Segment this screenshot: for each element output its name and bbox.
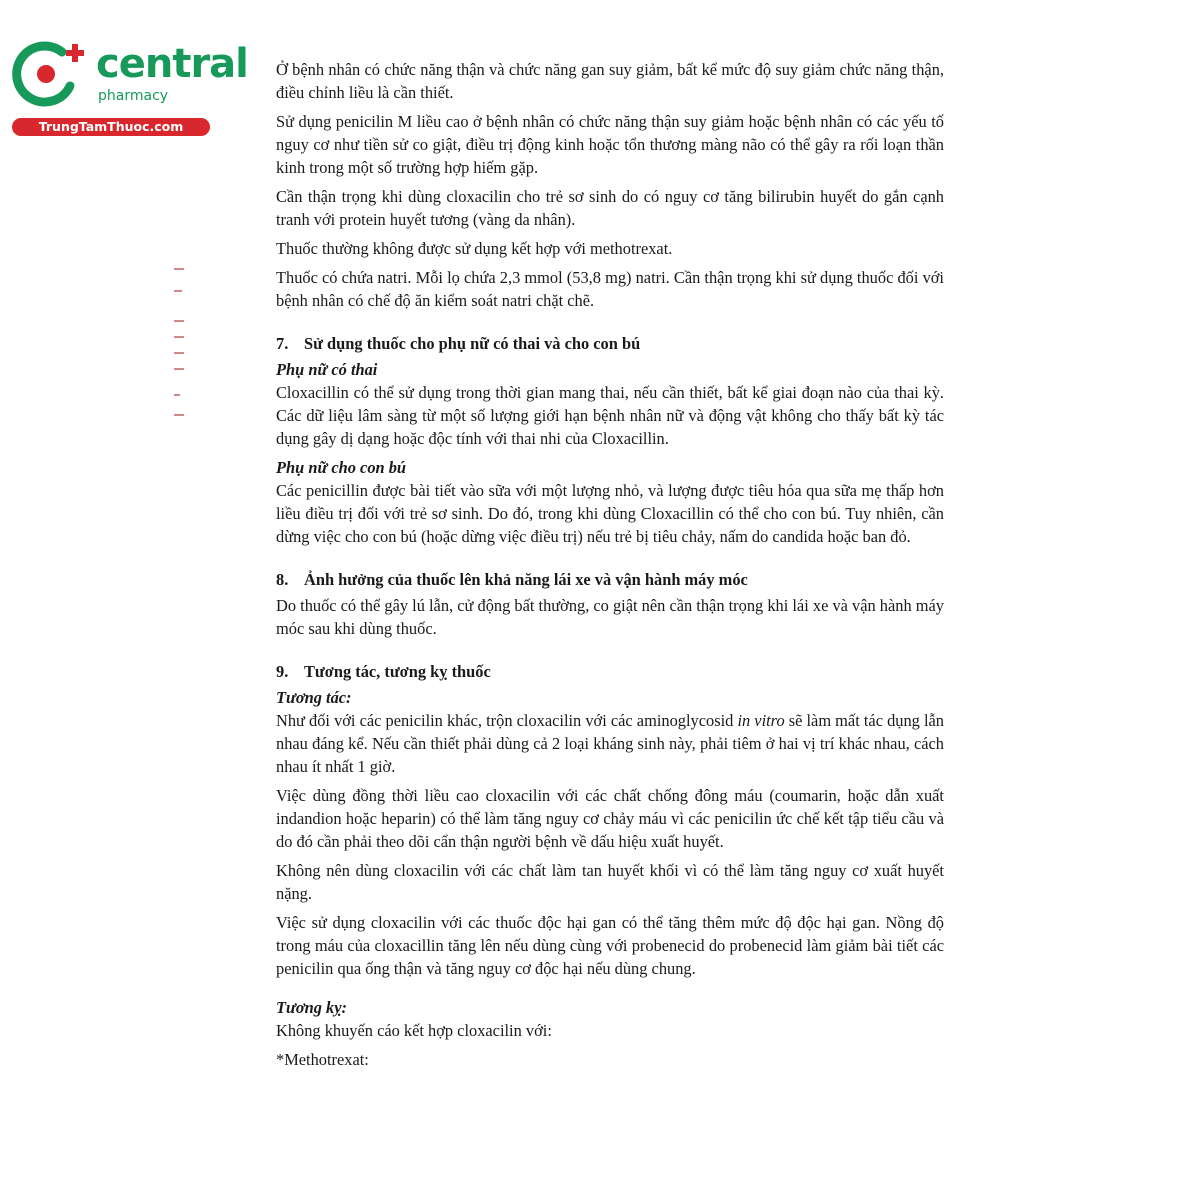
section-heading-8: [276, 568, 944, 592]
subheading-interactions: Tương tác:: [276, 688, 352, 707]
paragraph: Thuốc có chứa natri. Mỗi lọ chứa 2,3 mmol (53,8 mg) natri. Cần thận trọng khi sử dụng thuốc đối với bệnh nhân có chế độ ăn kiểm soát natri chặt chẽ.: [276, 268, 944, 310]
central-pharmacy-logo[interactable]: [10, 38, 248, 138]
subheading-breastfeeding: Phụ nữ cho con bú: [276, 458, 407, 477]
logo-website-banner: TrungTamThuoc.com: [12, 118, 210, 136]
text-run: sẽ làm mất tác dụng lẫn nhau đáng kể. Nếu cần thiết phải dùng cả 2 loại kháng sinh này, phải tiêm ở hai vị trí khác nhau, cách nhau ít nhất 1 giờ.: [276, 711, 944, 776]
paragraph: Ở bệnh nhân có chức năng thận và chức năng gan suy giảm, bất kể mức độ suy giảm chức năng thận, điều chỉnh liều là cần thiết.: [276, 60, 944, 102]
subheading-pregnancy: Phụ nữ có thai: [276, 360, 378, 379]
section-number: 9.: [276, 662, 289, 681]
section-title: Ảnh hưởng của thuốc lên khả năng lái xe và vận hành máy móc: [304, 570, 748, 589]
paragraph: Không nên dùng cloxacilin với các chất làm tan huyết khối vì có thể làm tăng nguy cơ xuất huyết nặng.: [276, 861, 944, 903]
section-title: Sử dụng thuốc cho phụ nữ có thai và cho con bú: [304, 334, 641, 353]
section-title: Tương tác, tương kỵ thuốc: [304, 662, 491, 681]
paragraph: Do thuốc có thể gây lú lẫn, cử động bất thường, co giật nên cần thận trọng khi lái xe và vận hành máy móc sau khi dùng thuốc.: [276, 596, 944, 638]
logo-subtitle: pharmacy: [98, 88, 169, 104]
paragraph: Thuốc thường không được sử dụng kết hợp với methotrexat.: [276, 239, 673, 258]
section-number: 7.: [276, 334, 289, 353]
paragraph: Cloxacillin có thể sử dụng trong thời gian mang thai, nếu cần thiết, bất kể giai đoạn nào của thai kỳ. Các dữ liệu lâm sàng từ một số lượng giới hạn bệnh nhân nữ và động vật không cho thấy bất kỳ tác dụng gây dị dạng hoặc độc tính với thai nhi của Cloxacillin.: [276, 383, 944, 448]
paragraph: Việc sử dụng cloxacilin với các thuốc độc hại gan có thể tăng thêm mức độ độc hại gan. Nồng độ trong máu của cloxacillin tăng lên nếu dùng cùng với probenecid do probenecid làm giảm bài tiết các penicilin qua ống thận và tăng nguy cơ độc hại nếu dùng chung.: [276, 913, 944, 978]
paragraph: Cần thận trọng khi dùng cloxacilin cho trẻ sơ sinh do có nguy cơ tăng bilirubin huyết do gắn cạnh tranh với protein huyết tương (vàng da nhân).: [276, 187, 944, 229]
logo-name: central: [96, 41, 248, 87]
section-heading-7: [276, 332, 944, 356]
pharmacy-cross-logo-icon: [10, 38, 90, 108]
paragraph: *Methotrexat:: [276, 1050, 369, 1069]
paragraph: Việc dùng đồng thời liều cao cloxacilin với các chất chống đông máu (coumarin, hoặc dẫn xuất indandion hoặc heparin) có thể làm tăng nguy cơ chảy máu vì các penicilin ức chế kết tập tiểu cầu và do đó cần phải theo dõi cẩn thận người bệnh về dấu hiệu xuất huyết.: [276, 786, 944, 851]
text-run: Như đối với các penicilin khác, trộn cloxacilin với các aminoglycosid: [276, 711, 738, 730]
paragraph: Sử dụng penicilin M liều cao ở bệnh nhân có chức năng thận suy giảm hoặc bệnh nhân có các yếu tố nguy cơ như tiền sử co giật, điều trị động kinh hoặc tổn thương màng não có thể gây ra rối loạn thần kinh trong một số trường hợp hiếm gặp.: [276, 112, 944, 177]
section-number: 8.: [276, 570, 289, 589]
subheading-incompatibilities: Tương kỵ:: [276, 998, 347, 1017]
paragraph: Các penicillin được bài tiết vào sữa với một lượng nhỏ, và lượng được tiêu hóa qua sữa mẹ thấp hơn liều điều trị đối với trẻ sơ sinh. Do đó, trong khi dùng Cloxacillin có thể cho con bú. Tuy nhiên, cần dừng việc cho con bú (hoặc dừng việc điều trị) nếu trẻ bị tiêu chảy, nấm do candida hoặc ban đỏ.: [276, 481, 944, 546]
binding-margin-marks: [174, 268, 188, 428]
paragraph: Không khuyến cáo kết hợp cloxacilin với:: [276, 1021, 552, 1040]
emphasis-in-vitro: in vitro: [737, 711, 785, 730]
section-heading-9: [276, 660, 944, 684]
paragraph: [276, 709, 944, 778]
document-body: [276, 58, 944, 1077]
